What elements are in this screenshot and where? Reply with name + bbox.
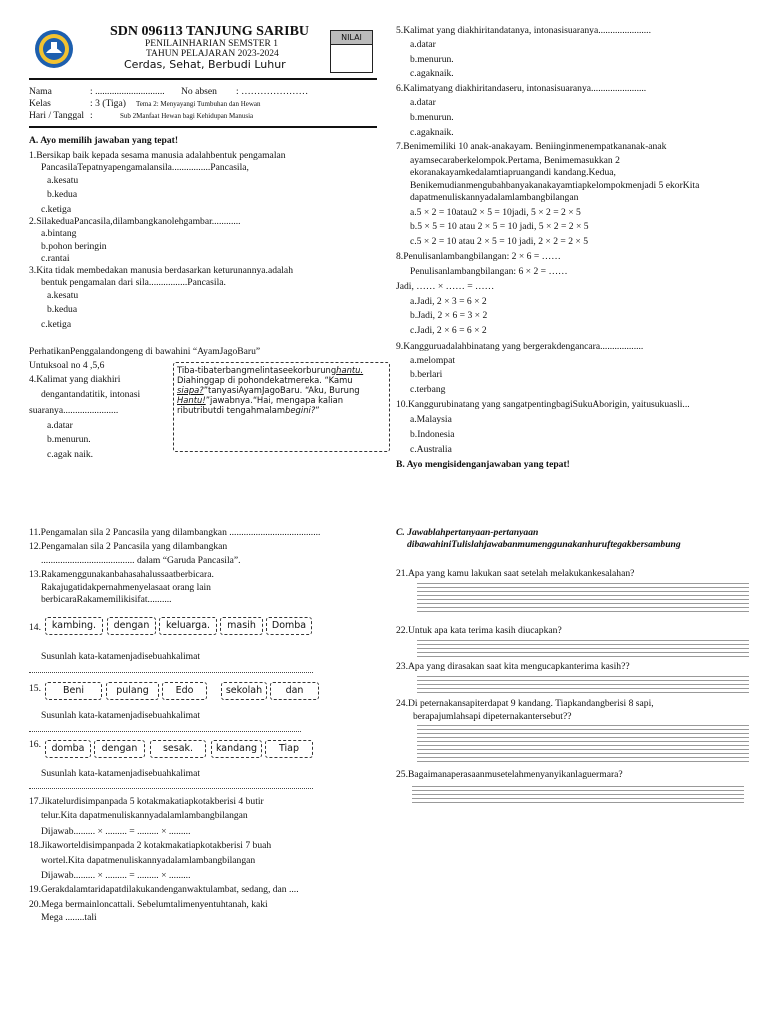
q1-option-a[interactable]: a.kesatu: [47, 175, 79, 186]
q12-text-2: ....................................... dalam “Garuda Pancasila”.: [41, 555, 241, 566]
story-line-3: ”tanyasiAyamJagoBaru. “Aku, Burung: [203, 385, 360, 395]
story-line-4: ”jawabnya.“Hai, mengapa kalian: [205, 395, 344, 405]
kelas-label: Kelas: [29, 98, 51, 109]
q1-text: 1.Bersikap baik kepada sesama manusia adalahbentuk pengamalan: [29, 150, 286, 161]
untuk-soal: Untuksoal no 4 ,5,6: [29, 360, 105, 371]
q16-word-5[interactable]: Tiap: [265, 740, 313, 758]
q7-option-a[interactable]: a.5 × 2 = 10atau2 × 5 = 10jadi, 5 × 2 = 2 × 5: [410, 207, 581, 218]
section-c-title: C. Jawablahpertanyaan-pertanyaan: [396, 527, 539, 538]
q14-answer-line[interactable]: [29, 672, 313, 673]
story-line-5: ributributdi tengahmalam: [177, 405, 286, 415]
q6-option-b[interactable]: b.menurun.: [410, 112, 454, 123]
q2-option-c[interactable]: c.rantai: [41, 253, 70, 264]
q8-text-3: Jadi, …… × …… = ……: [396, 281, 495, 292]
dongeng-title: PerhatikanPenggalandongeng di bawahini “AyamJagoBaru”: [29, 346, 261, 357]
q14-number: 14.: [29, 622, 41, 633]
story-hantu: hantu.: [336, 365, 364, 375]
q3-option-a[interactable]: a.kesatu: [47, 290, 79, 301]
q9-text: 9.Kangguruadalahbinatang yang bergerakdengancara..................: [396, 341, 644, 352]
q8-option-c[interactable]: c.Jadi, 2 × 6 = 6 × 2: [410, 325, 487, 336]
subtema: Sub 2Manfaat Hewan bagi Kehidupan Manusia: [120, 112, 254, 120]
q16-number: 16.: [29, 739, 41, 750]
section-b-title: B. Ayo mengisidenganjawaban yang tepat!: [396, 459, 570, 470]
q17-answer[interactable]: Dijawab......... × ......... = ......... × .........: [41, 826, 191, 837]
q14-word-4[interactable]: masih: [220, 617, 263, 635]
q8-text: 8.Penulisanlambangbilangan: 2 × 6 = ……: [396, 251, 561, 262]
q10-text: 10.Kanggurubinatang yang sangatpentingbagiSukuAborigin, yaitusukuasli...: [396, 399, 690, 410]
q13-text: 13.Rakamenggunakanbahasahalussaatberbicara.: [29, 569, 214, 580]
q17-text: 17.Jikatelurdisimpanpada 5 kotakmakatiapkotakberisi 4 butir: [29, 796, 264, 807]
q8-option-a[interactable]: a.Jadi, 2 × 3 = 6 × 2: [410, 296, 487, 307]
q10-option-b[interactable]: b.Indonesia: [410, 429, 455, 440]
q16-instruction: Susunlah kata-katamenjadisebuahkalimat: [41, 768, 201, 779]
q15-word-4[interactable]: sekolah: [221, 682, 267, 700]
absen-field[interactable]: : …………………: [236, 86, 309, 97]
school-name: SDN 096113 TANJUNG SARIBU: [110, 24, 310, 39]
q23-answer-lines[interactable]: [417, 676, 749, 696]
motto: Cerdas, Sehat, Berbudi Luhur: [124, 58, 286, 71]
q22-answer-lines[interactable]: [417, 640, 749, 660]
q23-text: 23.Apa yang dirasakan saat kita mengucapkanterima kasih??: [396, 661, 630, 672]
q24-answer-lines[interactable]: [417, 725, 749, 765]
q7-text-3: ekoranakayamkedalamtiapruangandi kandang.Kedua,: [410, 167, 616, 178]
q7-text-2: ayamsecaraberkelompok.Pertama, Benimemasukkan 2: [410, 155, 620, 166]
section-c-subtitle: dibawahiniTulislahjawabanmumenggunakanhuruftegakbersambung: [407, 539, 681, 550]
q9-option-c[interactable]: c.terbang: [410, 384, 446, 395]
q15-answer-line[interactable]: [29, 731, 301, 732]
nilai-box[interactable]: [330, 30, 373, 73]
q25-text: 25.Bagaimanaperasaanmusetelahmenyanyikanlaguermara?: [396, 769, 623, 780]
nama-field[interactable]: : .............................: [90, 86, 165, 97]
header-rule: [29, 78, 377, 80]
q7-text-4: Benikemudianmengubahbanyakanakayamtiapkelompokmenjadi 5 ekorKita: [410, 180, 700, 191]
q6-text: 6.Kalimatyang diakhiritandaseru, intonasisuaranya.......................: [396, 83, 647, 94]
q3-text-2: bentuk pengamalan dari sila................Pancasila.: [41, 277, 226, 288]
q14-word-2[interactable]: dengan: [107, 617, 156, 635]
exam-title: PENILAINHARIAN SEMSTER 1: [145, 39, 278, 49]
q13-text-2: Rakajugatidakpernahmenyelasaat orang lain: [41, 582, 211, 593]
q7-option-b[interactable]: b.5 × 5 = 10 atau 2 × 5 = 10 jadi, 5 × 2 = 2 × 5: [410, 221, 589, 232]
school-year: TAHUN PELAJARAN 2023-2024: [146, 49, 279, 59]
q4-text-2: dengantandatitik, intonasi: [41, 389, 141, 400]
q21-text: 21.Apa yang kamu lakukan saat setelah melakukankesalahan?: [396, 568, 635, 579]
q15-word-2[interactable]: pulang: [106, 682, 159, 700]
hari-field[interactable]: :: [90, 110, 93, 121]
q5-option-a[interactable]: a.datar: [410, 39, 436, 50]
q8-text-2: Penulisanlambangbilangan: 6 × 2 = ……: [410, 266, 568, 277]
q1-text-2: PancasilaTepatnyapengamalansila................Pancasila,: [41, 162, 249, 173]
q15-word-3[interactable]: Edo: [162, 682, 207, 700]
q7-option-c[interactable]: c.5 × 2 = 10 atau 2 × 5 = 10 jadi, 2 × 2 = 2 × 5: [410, 236, 589, 247]
school-logo: [34, 29, 74, 69]
q14-word-5[interactable]: Domba: [266, 617, 312, 635]
q3-text: 3.Kita tidak membedakan manusia berdasarkan keturunannya.adalah: [29, 265, 293, 276]
q6-option-c[interactable]: c.agaknaik.: [410, 127, 454, 138]
identity-rule: [29, 126, 377, 128]
q9-option-a[interactable]: a.melompat: [410, 355, 456, 366]
q14-word-1[interactable]: kambing.: [45, 617, 103, 635]
q20-text: 20.Mega bermainloncattali. Sebelumtalimenyentuhtanah, kaki: [29, 899, 268, 910]
q15-word-1[interactable]: Beni: [45, 682, 102, 700]
hari-label: Hari / Tanggal: [29, 110, 85, 121]
q4-option-c[interactable]: c.agak naik.: [47, 449, 94, 460]
q18-text-2: wortel.Kita dapatmenuliskannyadalamlambangbilangan: [41, 855, 256, 866]
story-line-1: Tiba-tibaterbangmelintaseekorburung: [177, 365, 337, 375]
q11-text: 11.Pengamalan sila 2 Pancasila yang dilambangkan ......................................: [29, 527, 321, 538]
q10-option-a[interactable]: a.Malaysia: [410, 414, 452, 425]
story-text: [177, 365, 363, 415]
q4-option-a[interactable]: a.datar: [47, 420, 73, 431]
q21-answer-lines[interactable]: [417, 583, 749, 615]
q2-option-a[interactable]: a.bintang: [41, 228, 77, 239]
q15-number: 15.: [29, 683, 41, 694]
kelas-value: : 3 (Tiga): [90, 98, 126, 109]
story-begini: begini?: [285, 405, 316, 415]
q1-option-c[interactable]: c.ketiga: [41, 204, 72, 215]
q16-word-1[interactable]: domba: [45, 740, 91, 758]
story-line-6: ”: [315, 405, 320, 415]
q18-text: 18.Jikaworteldisimpanpada 2 kotakmakatiapkotakberisi 7 buah: [29, 840, 272, 851]
q22-text: 22.Untuk apa kata terima kasih diucapkan?: [396, 625, 562, 636]
q2-option-b[interactable]: b.pohon beringin: [41, 241, 107, 252]
q4-text-3: suaranya.......................: [29, 405, 119, 416]
q5-option-b[interactable]: b.menurun.: [410, 54, 454, 65]
q8-option-b[interactable]: b.Jadi, 2 × 6 = 3 × 2: [410, 310, 488, 321]
q10-option-c[interactable]: c.Australia: [410, 444, 452, 455]
q25-answer-lines[interactable]: [412, 786, 744, 806]
story-hantu-2: Hantu!: [177, 395, 206, 405]
q3-option-b[interactable]: b.kedua: [47, 304, 78, 315]
q2-text: 2.SilakeduaPancasila,dilambangkanolehgambar............: [29, 216, 241, 227]
q16-word-2[interactable]: dengan: [94, 740, 145, 758]
q7-text-5: dapatmenuliskannyadalamlambangbilangan: [410, 192, 579, 203]
q4-option-b[interactable]: b.menurun.: [47, 434, 91, 445]
q18-answer[interactable]: Dijawab......... × ......... = ......... × .........: [41, 870, 191, 881]
q15-word-5[interactable]: dan: [270, 682, 319, 700]
q5-option-c[interactable]: c.agaknaik.: [410, 68, 454, 79]
q4-text: 4.Kalimat yang diakhiri: [29, 374, 121, 385]
q16-word-4[interactable]: kandang: [211, 740, 262, 758]
story-siapa: siapa?: [177, 385, 204, 395]
q14-instruction: Susunlah kata-katamenjadisebuahkalimat: [41, 651, 201, 662]
nama-label: Nama: [29, 86, 52, 97]
q14-word-3[interactable]: keluarga.: [159, 617, 217, 635]
nilai-label: NILAI: [331, 31, 372, 45]
q24-text: 24.Di peternakansapiterdapat 9 kandang. Tiapkandangberisi 8 sapi,: [396, 698, 654, 709]
q9-option-b[interactable]: b.berlari: [410, 369, 443, 380]
q24-text-2: berapajumlahsapi dipeternakantersebut??: [413, 711, 572, 722]
q5-text: 5.Kalimat yang diakhiritandatanya, intonasisuaranya......................: [396, 25, 651, 36]
q19-text: 19.Gerakdalamtaridapatdilakukandenganwaktulambat, sedang, dan ....: [29, 884, 299, 895]
q16-answer-line[interactable]: [29, 788, 313, 789]
q3-option-c[interactable]: c.ketiga: [41, 319, 72, 330]
q6-option-a[interactable]: a.datar: [410, 97, 436, 108]
q16-word-3[interactable]: sesak.: [150, 740, 206, 758]
tema: Tema 2: Menyayangi Tumbuhan dan Hewan: [136, 100, 261, 108]
absen-label: No absen: [181, 86, 217, 97]
q15-instruction: Susunlah kata-katamenjadisebuahkalimat: [41, 710, 201, 721]
q7-text: 7.Benimemiliki 10 anak-anakayam. Beniinginmenempatkananak-anak: [396, 141, 667, 152]
section-a-title: A. Ayo memilih jawaban yang tepat!: [29, 135, 179, 146]
story-line-2: Diahinggap di pohondekatmereka. “Kamu: [177, 375, 353, 385]
q20-text-2: Mega ........tali: [41, 912, 97, 923]
q13-text-3: berbicaraRakamemilikisifat..........: [41, 594, 172, 605]
q17-text-2: telur.Kita dapatmenuliskannyadalamlambangbilangan: [41, 810, 248, 821]
q1-option-b[interactable]: b.kedua: [47, 189, 78, 200]
q12-text: 12.Pengamalan sila 2 Pancasila yang dilambangkan: [29, 541, 228, 552]
